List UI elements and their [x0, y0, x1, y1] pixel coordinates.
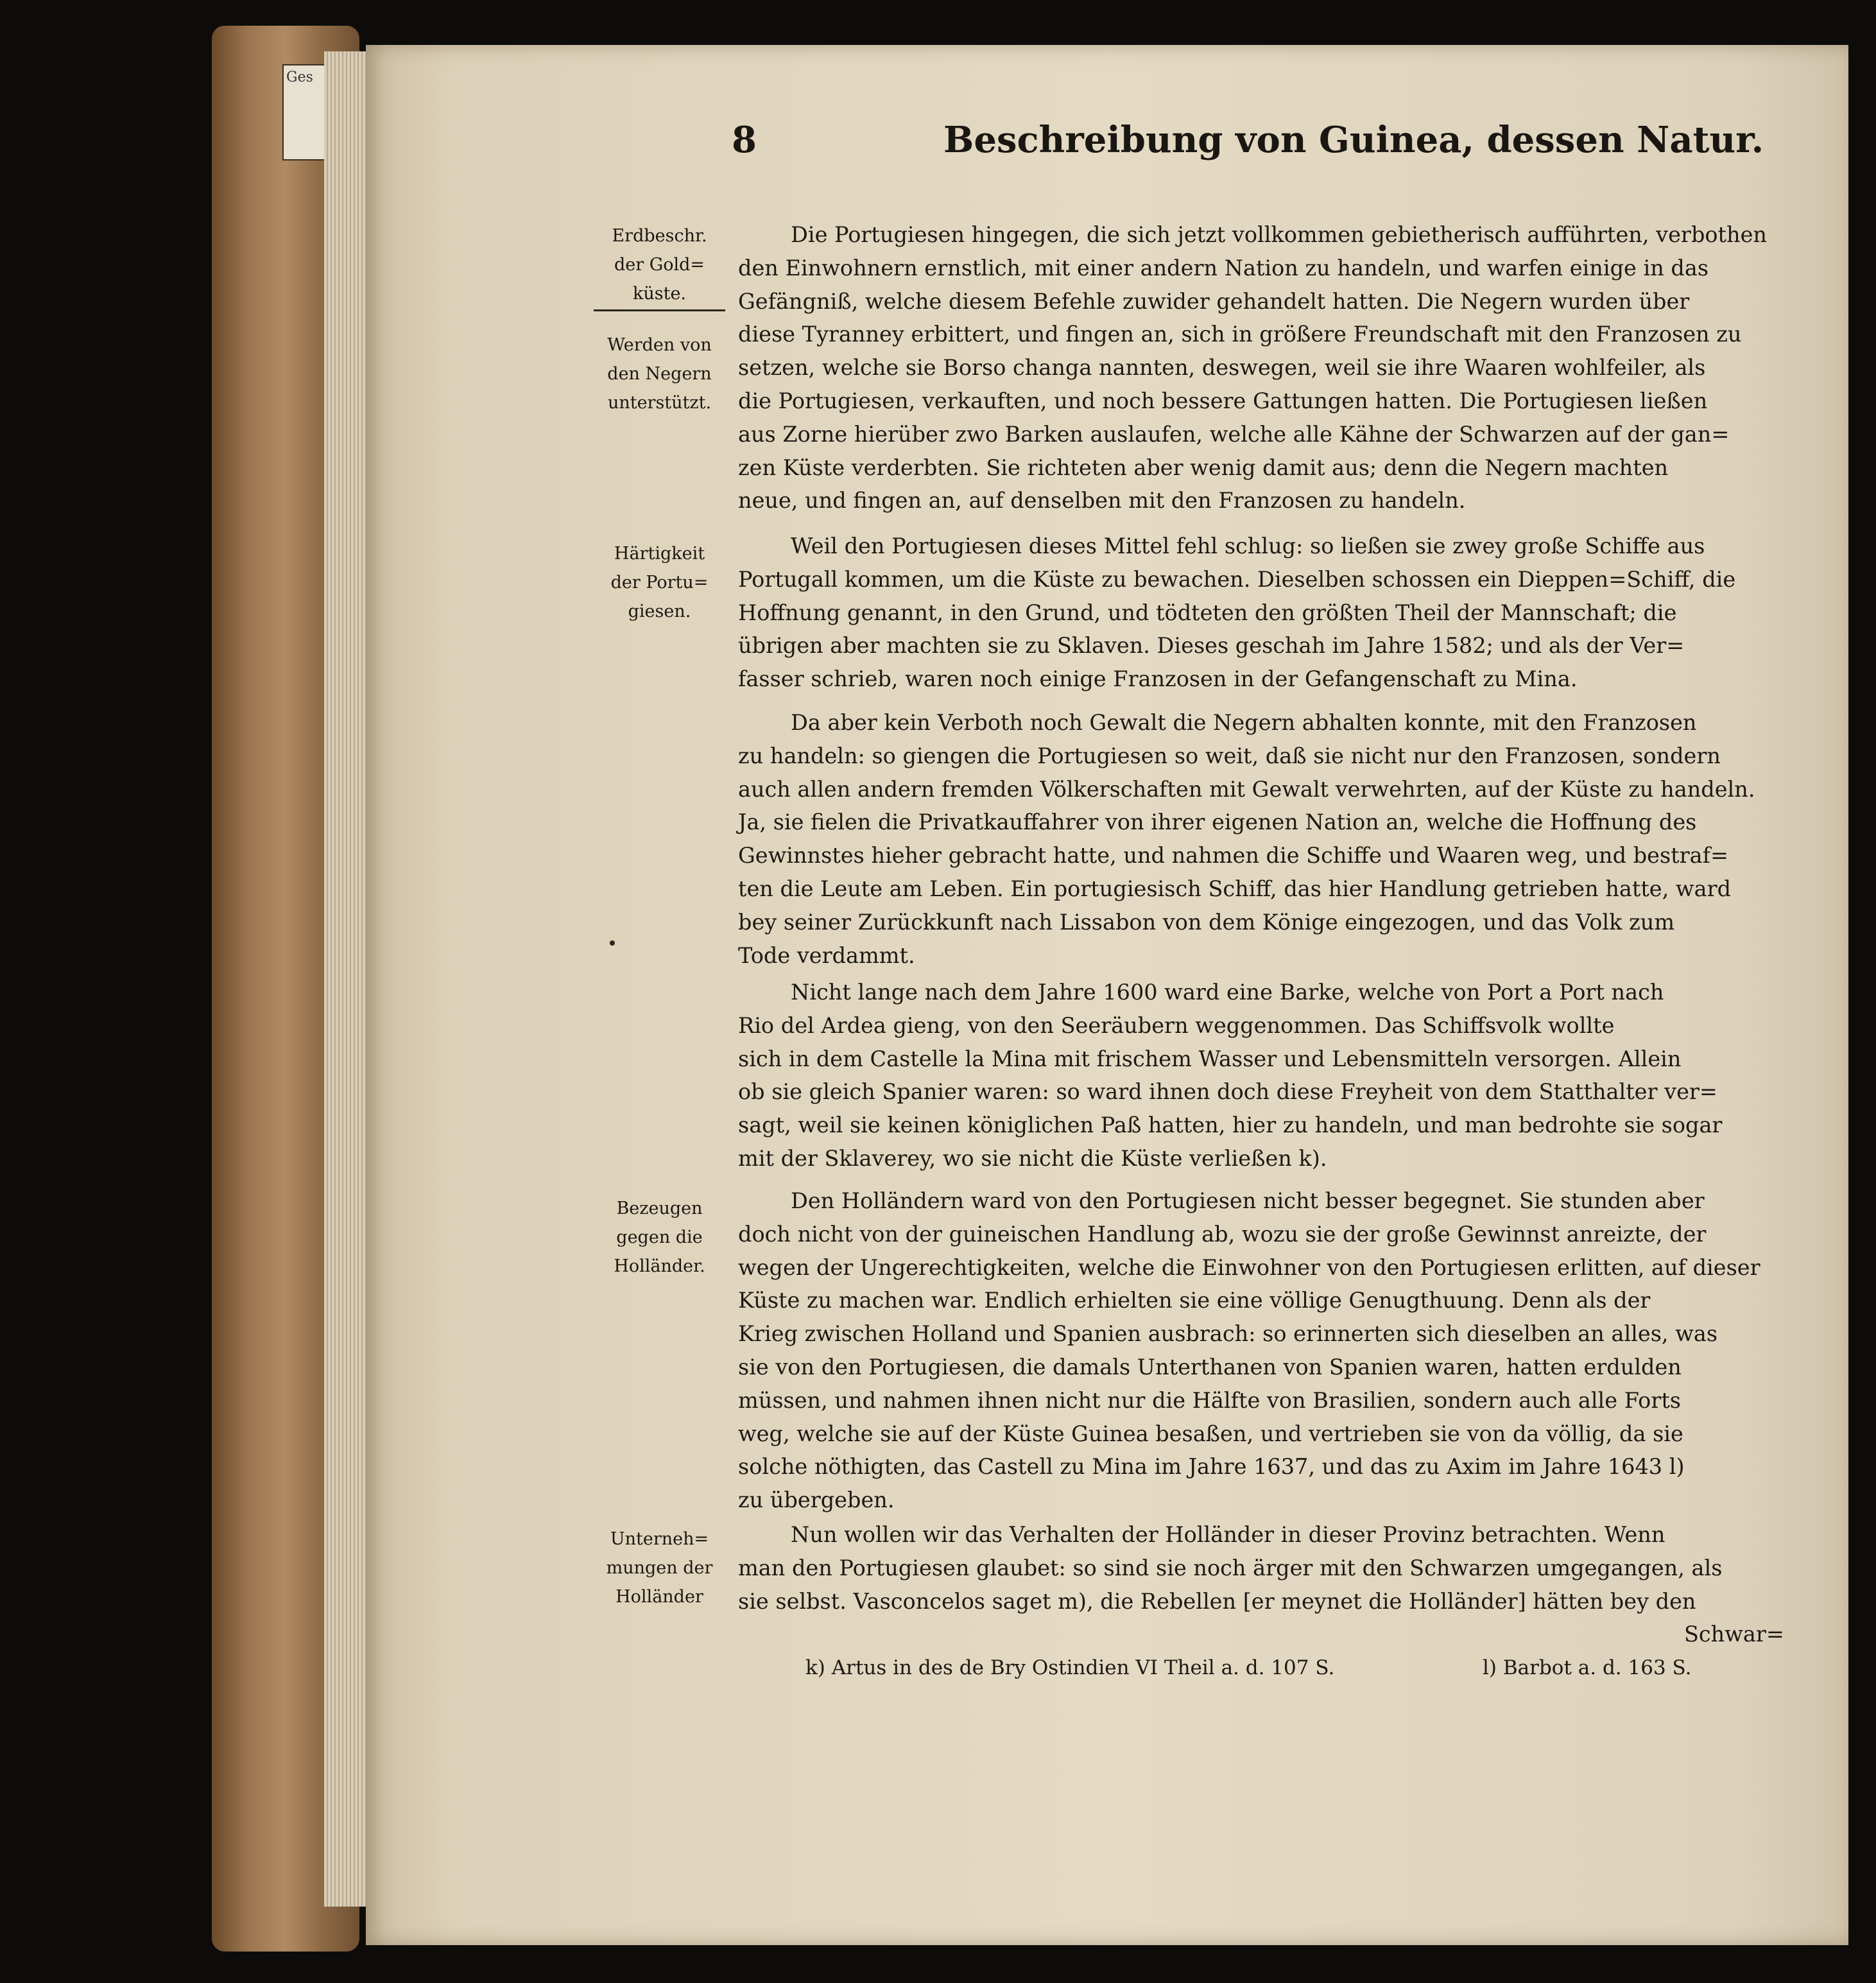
paragraph-2: Weil den Portugiesen dieses Mittel fehl schlug: so ließen sie zwey große Schiffe aus Portugall kommen, um die Küste zu bewachen. Dieselben schossen ein Dieppen=Schiff, die Hoffnung genannt, in den Grund, und tödteten den größten Theil der Mannschaft; die übrigen aber machten sie zu Sklaven. Dieses geschah im Jahre 1582; und als der Ver= fasser schrieb, waren noch einige Franzosen in der Gefangenschaft zu Mina.: [738, 533, 1736, 692]
side-note-negern: Werden von den Negern unterstützt.: [607, 335, 712, 413]
page-number: 8: [732, 119, 757, 161]
paragraph-4: Nicht lange nach dem Jahre 1600 ward eine Barke, welche von Port a Port nach Rio del Ardea gieng, von den Seeräubern weggenommen. Das Schiffsvolk wollte sich in dem Castelle la Mina mit frischem Wasser und Lebensmitteln versorgen. Allein ob sie gleich Spanier waren: so ward ihnen doch diese Freyheit von dem Statthalter ver= sagt, weil sie keinen königlichen Paß hatten, hier zu handeln, und man bedrohte sie sogar mit der Sklaverey, wo sie nicht die Küste verließen k).: [738, 980, 1723, 1171]
spine-label: Ges: [282, 64, 327, 160]
side-note-unternehmungen: Unterneh= mungen der Holländer: [606, 1529, 713, 1607]
page-title: Beschreibung von Guinea, dessen Natur.: [943, 119, 1764, 161]
ink-dot: [610, 940, 615, 946]
paragraph-6: Nun wollen wir das Verhalten der Holländer in dieser Provinz betrachten. Wenn man den Portugiesen glaubet: so sind sie noch ärger mit den Schwarzen umgegangen, als sie selbst. Vasconcelos saget m), die Rebellen [er meynet die Holländer] hätten bey den Schwar=: [738, 1522, 1784, 1647]
paragraph-5: Den Holländern ward von den Portugiesen nicht besser begegnet. Sie stunden aber doch nicht von der guineischen Handlung ab, wozu sie der große Gewinnst anreizte, der wegen der Ungerechtigkeiten, welche die Einwohner von den Portugiesen erlitten, auf dieser Küste zu machen war. Endlich erhielten sie eine völlige Genugthuung. Denn als der Krieg zwischen Holland und Spanien ausbrach: so erinnerten sich dieselben an alles, was sie von den Portugiesen, die damals Unterthanen von Spanien waren, hatten erdulden müssen, und nahmen ihnen nicht nur die Hälfte von Brasilien, sondern auch alle Forts weg, welche sie auf der Küste Guinea besaßen, und vertrieben sie von da völlig, da sie solche nöthigten, das Castell zu Mina im Jahre 1637, und das zu Axim im Jahre 1643 l) zu übergeben.: [738, 1188, 1760, 1513]
side-note-bezeugen: Bezeugen gegen die Holländer.: [614, 1199, 705, 1276]
paragraph-1: Die Portugiesen hingegen, die sich jetzt vollkommen gebietherisch aufführten, verbothen den Einwohnern ernstlich, mit einer andern Nation zu handeln, und warfen einige in das Gefängniß, welche diesem Befehle zuwider gehandelt hatten. Die Negern wurden über diese Tyranney erbittert, und fingen an, sich in größere Freundschaft mit den Franzosen zu setzen, welche sie Borso changa nannten, deswegen, weil sie ihre Waaren wohlfeiler, als die Portugiesen, verkauften, und noch bessere Gattungen hatten. Die Portugiesen ließen aus Zorne hierüber zwo Barken auslaufen, welche alle Kähne der Schwarzen auf der gan= zen Küste verderbten. Sie richteten aber wenig damit aus; denn die Negern machten neue, und fingen an, auf denselben mit den Franzosen zu handeln.: [738, 222, 1767, 514]
side-note-erdbeschreibung: Erdbeschr. der Gold= küste.: [594, 221, 725, 311]
footnote-k: k) Artus in des de Bry Ostindien VI Theil a. d. 107 S.: [805, 1656, 1335, 1679]
paragraph-3: Da aber kein Verboth noch Gewalt die Negern abhalten konnte, mit den Franzosen zu handeln: so giengen die Portugiesen so weit, daß sie nicht nur den Franzosen, sondern auch allen andern fremden Völkerschaften mit Gewalt verwehrten, auf der Küste zu handeln. Ja, sie fielen die Privatkauffahrer von ihrer eigenen Nation an, welche die Hoffnung des Gewinnstes hieher gebracht hatte, und nahmen die Schiffe und Waaren weg, und bestraf= ten die Leute am Leben. Ein portugiesisch Schiff, das hier Handlung getrieben hatte, ward bey seiner Zurückkunft nach Lissabon von dem Könige eingezogen, und das Volk zum Tode verdammt.: [738, 710, 1755, 968]
footnote-l: l) Barbot a. d. 163 S.: [1483, 1656, 1692, 1679]
side-note-haertigkeit: Härtigkeit der Portu= giesen.: [610, 544, 709, 621]
